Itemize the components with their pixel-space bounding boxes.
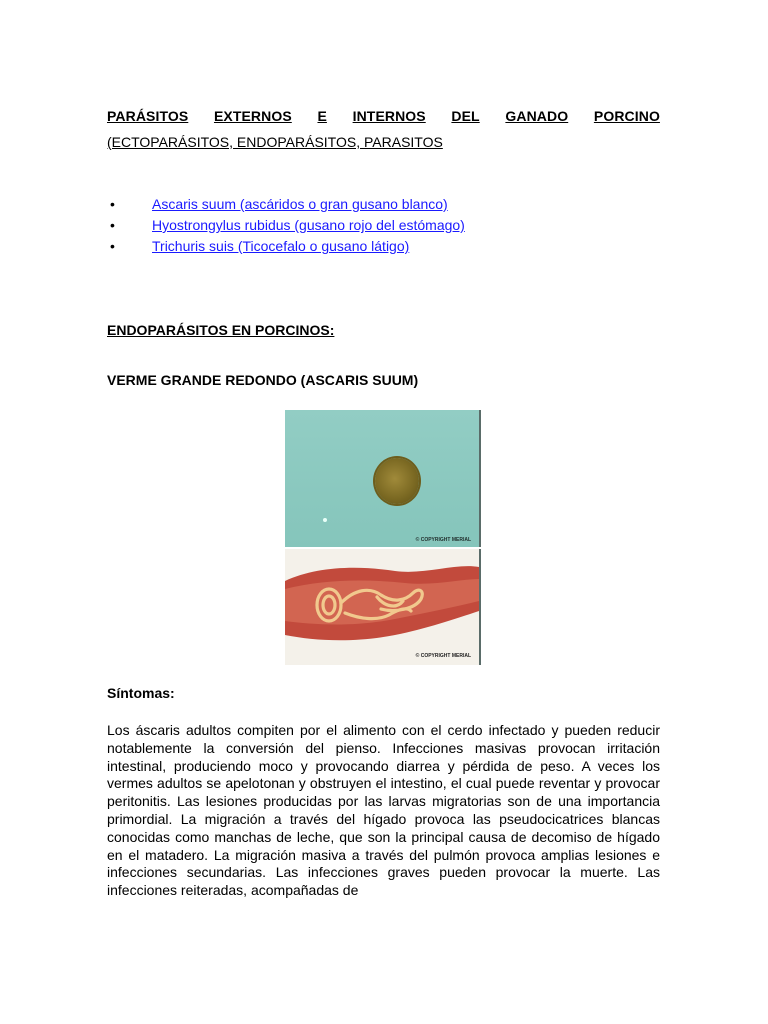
title-word: PARÁSITOS xyxy=(107,108,189,124)
worm-in-intestine-image xyxy=(285,549,479,665)
link-trichuris-suis[interactable]: Trichuris suis (Ticocefalo o gusano látigo) xyxy=(152,238,410,254)
subsection-heading: VERME GRANDE REDONDO (ASCARIS SUUM) xyxy=(107,372,419,388)
speck-mark xyxy=(323,518,327,522)
symptoms-heading: Síntomas: xyxy=(107,685,175,701)
page-subtitle: (ECTOPARÁSITOS, ENDOPARÁSITOS, PARASITOS xyxy=(107,134,443,150)
intestine-photo xyxy=(285,549,481,665)
copyright-caption: © COPYRIGHT MERIAL xyxy=(415,653,471,659)
ascaris-figure xyxy=(285,410,481,666)
title-word: EXTERNOS xyxy=(213,108,292,124)
ascaris-egg-image xyxy=(375,458,419,504)
bullet-icon: • xyxy=(110,196,115,212)
title-word: PORCINO xyxy=(593,108,660,124)
title-word: E xyxy=(317,108,327,124)
egg-micrograph xyxy=(285,410,481,547)
page-title xyxy=(107,108,660,124)
bullet-icon: • xyxy=(110,238,115,254)
link-hyostrongylus-rubidus[interactable]: Hyostrongylus rubidus (gusano rojo del estómago) xyxy=(152,217,465,233)
section-heading: ENDOPARÁSITOS EN PORCINOS: xyxy=(107,322,335,338)
symptoms-paragraph: Los áscaris adultos compiten por el alimento con el cerdo infectado y pueden reducir notablemente la conversión del pienso. Infecciones masivas provocan irritación intestinal, produciendo moco y provocando diarrea y pérdida de peso. A veces los vermes adultos se apelotonan y obstruyen el intestino, el cual puede reventar y provocar peritonitis. Las lesiones producidas por las larvas migratorias son de una importancia primordial. La migración a través del hígado provoca las pseudocicatrices blancas conocidas como manchas de leche, que son la principal causa de decomiso de hígado en el matadero. La migración masiva a través del pulmón provoca amplias lesiones e infecciones secundarias. Las infecciones graves pueden provocar la muerte. Las infecciones reiteradas, acompañadas de xyxy=(107,722,660,899)
copyright-caption: © COPYRIGHT MERIAL xyxy=(415,537,471,543)
title-word: GANADO xyxy=(505,108,569,124)
link-ascaris-suum[interactable]: Ascaris suum (ascáridos o gran gusano blanco) xyxy=(152,196,448,212)
bullet-icon: • xyxy=(110,217,115,233)
title-word: INTERNOS xyxy=(352,108,426,124)
title-word: DEL xyxy=(451,108,480,124)
